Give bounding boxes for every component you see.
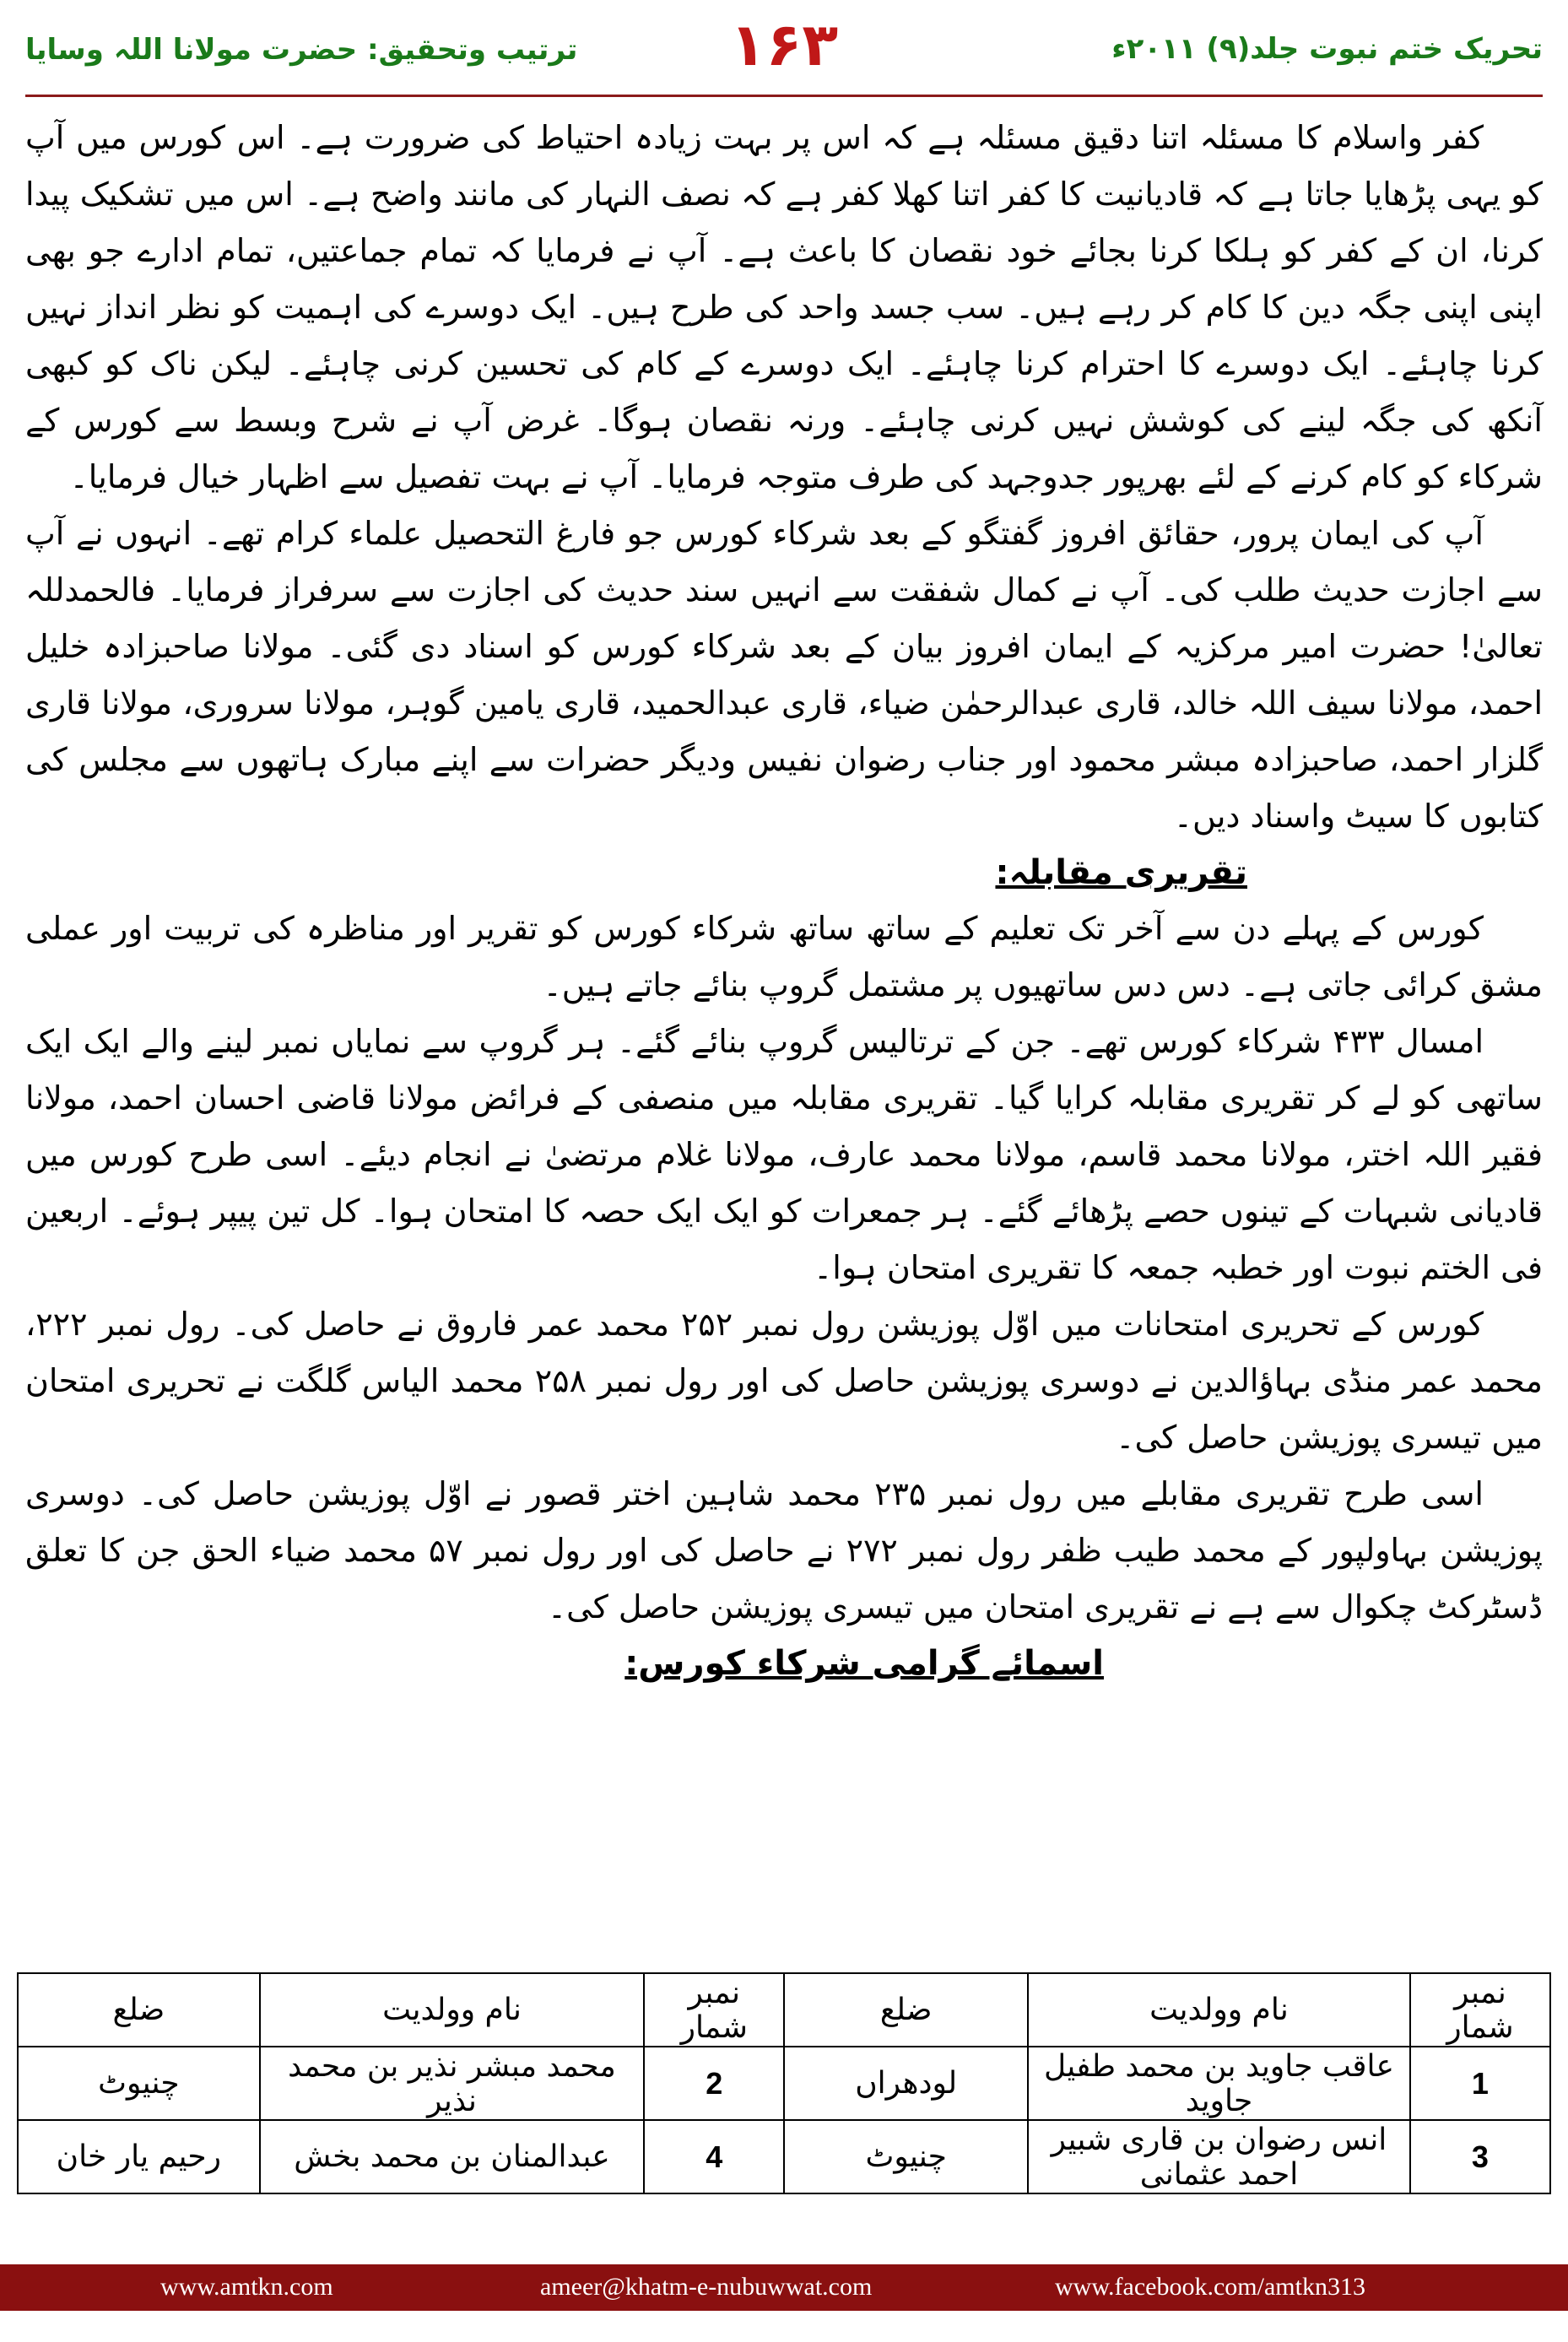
serial-cell: 1 [1410,2047,1550,2120]
table-row [18,2047,1550,2120]
book-title: تحریک ختم نبوت جلد(۹) ۲۰۱۱ء [1111,32,1543,66]
header-serial: نمبر شمار [644,1973,784,2047]
website-link[interactable]: www.amtkn.com [160,2273,333,2301]
district-cell: لودھراں [784,2047,1028,2120]
table-row [18,2120,1550,2193]
name-cell: عبدالمنان بن محمد بخش [260,2120,644,2193]
name-cell: محمد مبشر نذیر بن محمد نذیر [260,2047,644,2120]
header-divider [25,95,1543,97]
paragraph-6: اسی طرح تقریری مقابلے میں رول نمبر ۲۳۵ محمد شاہین اختر قصور نے اوّل پوزیشن حاصل کی۔ دوسری پوزیشن بہاولپور کے محمد طیب ظفر رول نمبر ۲۷۲ نے حاصل کی اور رول نمبر ۵۷ محمد ضیاء الحق جن کا تعلق ڈسٹرکٹ چکوال سے ہے نے تقریری امتحان میں تیسری پوزیشن حاصل کی۔ [25,1475,1543,1625]
email-link[interactable]: ameer@khatm-e-nubuwwat.com [540,2273,873,2301]
page-footer [0,2264,1568,2311]
participants-table [17,1972,1551,2194]
header-name: نام وولدیت [260,1973,644,2047]
header-district: ضلع [784,1973,1028,2047]
facebook-link[interactable]: www.facebook.com/amtkn313 [1055,2273,1365,2301]
name-cell: عاقب جاوید بن محمد طفیل جاوید [1028,2047,1410,2120]
district-cell: چنیوٹ [784,2120,1028,2193]
table-header-row [18,1973,1550,2047]
section-heading-participants: اسمائے گرامی شرکاء کورس: [624,1644,1104,1683]
district-cell: چنیوٹ [18,2047,260,2120]
name-cell: انس رضوان بن قاری شبیر احمد عثمانی [1028,2120,1410,2193]
compiler-credit: ترتیب وتحقیق: حضرت مولانا اللہ وسایا [25,33,578,67]
paragraph-5: کورس کے تحریری امتحانات میں اوّل پوزیشن رول نمبر ۲۵۲ محمد عمر فاروق نے حاصل کی۔ رول نمبر ۲۲۲، محمد عمر منڈی بہاؤالدین نے دوسری پوزیشن حاصل کی اور رول نمبر ۲۵۸ محمد الیاس گلگت نے تحریری امتحان میں تیسری پوزیشن حاصل کی۔ [25,1306,1543,1456]
header-serial: نمبر شمار [1410,1973,1550,2047]
serial-cell: 3 [1410,2120,1550,2193]
page-header [0,0,1568,101]
participants-table-wrap [17,1972,1551,2194]
header-name: نام وولدیت [1028,1973,1410,2047]
section-heading-speech-contest: تقریری مقابلہ: [995,853,1247,892]
serial-cell: 2 [644,2047,784,2120]
header-district: ضلع [18,1973,260,2047]
paragraph-4: امسال ۴۳۳ شرکاء کورس تھے۔ جن کے ترتالیس گروپ بنائے گئے۔ ہر گروپ سے نمایاں نمبر لینے والے ایک ایک ساتھی کو لے کر تقریری مقابلہ کرایا گیا۔ تقریری مقابلہ میں منصفی کے فرائض مولانا قاضی احسان احمد، مولانا فقیر اللہ اختر، مولانا محمد قاسم، مولانا محمد عارف، مولانا غلام مرتضیٰ نے انجام دیئے۔ اسی طرح کورس میں قادیانی شبہات کے تینوں حصے پڑھائے گئے۔ ہر جمعرات کو ایک ایک حصہ کا امتحان ہوا۔ کل تین پیپر ہوئے۔ اربعین فی الختم نبوت اور خطبہ جمعہ کا تقریری امتحان ہوا۔ [25,1023,1543,1286]
paragraph-3: کورس کے پہلے دن سے آخر تک تعلیم کے ساتھ ساتھ شرکاء کورس کو تقریر اور مناظرہ کی تربیت اور عملی مشق کرائی جاتی ہے۔ دس دس ساتھیوں پر مشتمل گروپ بنائے جاتے ہیں۔ [25,910,1543,1003]
article-body [25,110,1543,1691]
page-number: ۱۶۳ [729,10,839,79]
district-cell: رحیم یار خان [18,2120,260,2193]
paragraph-1: کفر واسلام کا مسئلہ اتنا دقیق مسئلہ ہے کہ اس پر بہت زیادہ احتیاط کی ضرورت ہے۔ اس کورس میں آپ کو یہی پڑھایا جاتا ہے کہ قادیانیت کا کفر اتنا کھلا کفر ہے کہ نصف النہار کی مانند واضح ہے۔ اس میں تشکیک پیدا کرنا، ان کے کفر کو ہلکا کرنا بجائے خود نقصان کا باعث ہے۔ آپ نے فرمایا کہ تمام جماعتیں، تمام ادارے جو بھی اپنی اپنی جگہ دین کا کام کر رہے ہیں۔ سب جسد واحد کی طرح ہیں۔ ایک دوسرے کی اہمیت کو نظر انداز نہیں کرنا چاہئے۔ ایک دوسرے کا احترام کرنا چاہئے۔ ایک دوسرے کے کام کی تحسین کرنی چاہئے۔ لیکن ناک کو کبھی آنکھ کی جگہ لینے کی کوشش نہیں کرنی چاہئے۔ ورنہ نقصان ہوگا۔ غرض آپ نے شرح وبسط سے کورس کے شرکاء کو کام کرنے کے لئے بھرپور جدوجہد کی طرف متوجہ فرمایا۔ آپ نے بہت تفصیل سے اظہار خیال فرمایا۔ [25,119,1543,495]
paragraph-2: آپ کی ایمان پرور، حقائق افروز گفتگو کے بعد شرکاء کورس جو فارغ التحصیل علماء کرام تھے۔ انہوں نے آپ سے اجازت حدیث طلب کی۔ آپ نے کمال شفقت سے انہیں سند حدیث کی اجازت سے سرفراز فرمایا۔ فالحمدللہ تعالیٰ! حضرت امیر مرکزیہ کے ایمان افروز بیان کے بعد شرکاء کورس کو اسناد دی گئی۔ مولانا صاحبزادہ خلیل احمد، مولانا سیف اللہ خالد، قاری عبدالرحمٰن ضیاء، قاری عبدالحمید، قاری یامین گوہر، مولانا سروری، مولانا قاری گلزار احمد، صاحبزادہ مبشر محمود اور جناب رضوان نفیس ودیگر حضرات سے اپنے مبارک ہاتھوں سے مجلس کی کتابوں کا سیٹ واسناد دیں۔ [25,515,1543,835]
serial-cell: 4 [644,2120,784,2193]
